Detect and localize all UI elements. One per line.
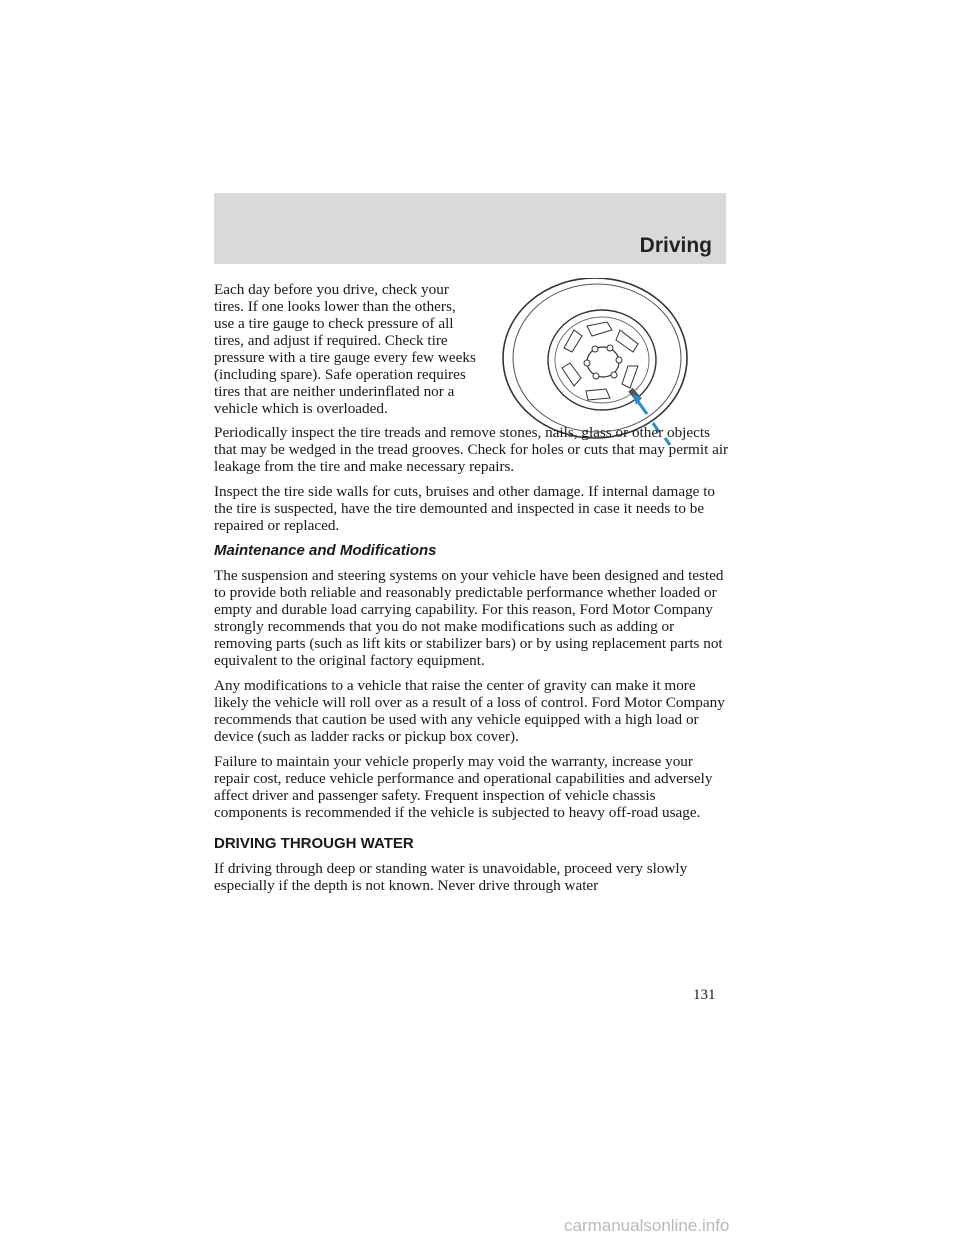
- paragraph-tread-inspection: Periodically inspect the tire treads and remove stones, nails, glass or other objects that may be wedged in the tread grooves. Check for holes or cuts that may permit air leakage from the tire and make necessary repairs.: [214, 424, 729, 475]
- page-number: 131: [693, 987, 716, 1003]
- paragraph-suspension: The suspension and steering systems on your vehicle have been designed and tested to provide both reliable and reasonably predictable performance whether loaded or empty and durable load carrying capability. For this reason, Ford Motor Company strongly recommends that you do not make modifications such as adding or removing parts (such as lift kits or stabilizer bars) or by using replacement parts not equivalent to the original factory equipment.: [214, 567, 724, 669]
- heading-driving-through-water: DRIVING THROUGH WATER: [214, 835, 414, 852]
- paragraph-sidewall-inspection: Inspect the tire side walls for cuts, bruises and other damage. If internal damage to the tire is suspected, have the tire demounted and inspected in case it needs to be repaired or replaced.: [214, 483, 716, 534]
- paragraph-warranty: Failure to maintain your vehicle properly may void the warranty, increase your repair cost, reduce vehicle performance and operational capabilities and adversely affect driver and passenger safety. Frequent inspection of vehicle chassis components is recommended if the vehicle is subjected to heavy off-road usage.: [214, 753, 713, 821]
- subheading-maintenance: Maintenance and Modifications: [214, 542, 437, 559]
- intro-paragraph: Each day before you drive, check your tires. If one looks lower than the others, use a tire gauge to check pressure of all tires, and adjust if required. Check tire pressure with a tire gauge every few weeks (including spare). Safe operation requires tires that are neither underinflated nor a vehicle which is overloaded.: [214, 281, 476, 417]
- page-content: [214, 281, 729, 902]
- section-title: Driving: [639, 234, 712, 257]
- paragraph-water: If driving through deep or standing water is unavoidable, proceed very slowly especially if the depth is not known. Never drive through water: [214, 860, 688, 894]
- paragraph-center-of-gravity: Any modifications to a vehicle that raise the center of gravity can make it more likely the vehicle will roll over as a result of a loss of control. Ford Motor Company recommends that caution be used with any vehicle equipped with a high load or device (such as ladder racks or pickup box cover).: [214, 677, 725, 745]
- watermark: carmanualsonline.info: [564, 1216, 730, 1235]
- section-header-band: [214, 193, 726, 264]
